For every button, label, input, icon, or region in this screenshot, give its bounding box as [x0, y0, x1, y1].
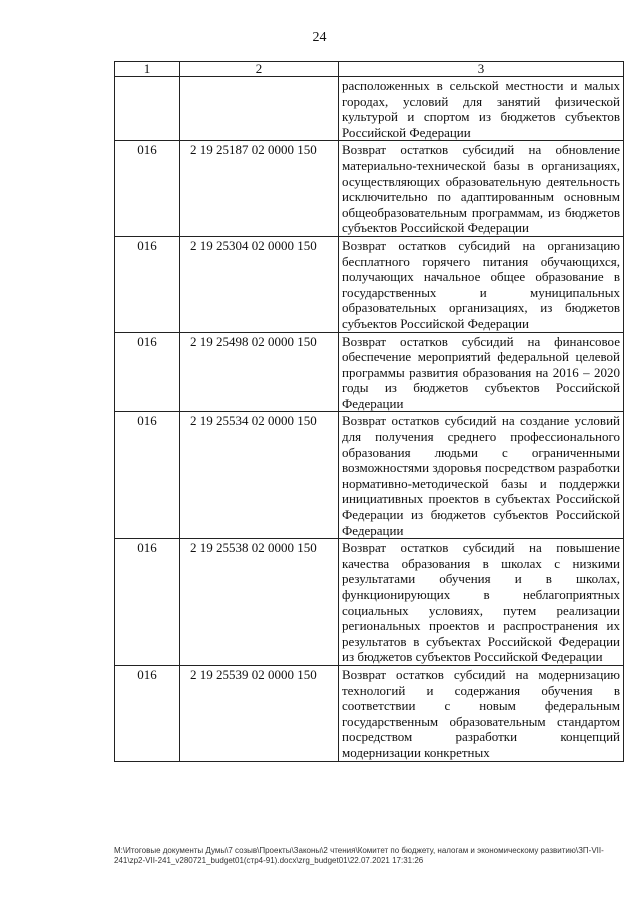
table-row: [115, 332, 624, 412]
column-header-3: 3: [339, 62, 624, 77]
table-row: [115, 236, 624, 332]
table-row: [115, 77, 624, 141]
admin-code-cell: 016: [115, 539, 180, 666]
description-cell: Возврат остатков субсидий на повышение качества образования в школах с низкими результатами обучения и в школах, функционирующих в неблагоприятных социальных условиях, путем реализации региональных проектов и распространения их результатов в субъектах Российской Федерации из бюджетов субъектов Российской Федерации: [339, 539, 624, 666]
budget-code-cell: 2 19 25498 02 0000 150: [180, 332, 339, 412]
page-number: 24: [312, 30, 327, 45]
document-file-path: M:\Итоговые документы Думы\7 созыв\Проекты\Законы\2 чтения\Комитет по бюджету, налогам и экономическому развитию\ЗП-VII-241\zp2-VII-241_v280721_budget01(стр4-91).docx\zrg_budget01\22.07.2021 17:31:26: [114, 846, 604, 865]
table-row: [115, 539, 624, 666]
description-cell: Возврат остатков субсидий на создание условий для получения среднего профессионального образования людьми с ограниченными возможностями здоровья посредством разработки нормативно-методической базы и поддержки инициативных проектов в субъектах Российской Федерации из бюджетов субъектов Российской Федерации: [339, 412, 624, 539]
description-cell: расположенных в сельской местности и малых городах, условий для занятий физической культурой и спортом из бюджетов субъектов Российской Федерации: [339, 77, 624, 141]
budget-code-cell: 2 19 25304 02 0000 150: [180, 236, 339, 332]
budget-code-cell: 2 19 25538 02 0000 150: [180, 539, 339, 666]
description-cell: Возврат остатков субсидий на модернизацию технологий и содержания обучения в соответствии с новым федеральным государственным образовательным стандартом посредством разработки концепций модернизации конкретных: [339, 665, 624, 761]
column-header-2: 2: [180, 62, 339, 77]
budget-code-cell: 2 19 25187 02 0000 150: [180, 141, 339, 237]
admin-code-cell: 016: [115, 141, 180, 237]
admin-code-cell: 016: [115, 332, 180, 412]
table-row: [115, 141, 624, 237]
admin-code-cell: [115, 77, 180, 141]
budget-code-cell: [180, 77, 339, 141]
column-header-1: 1: [115, 62, 180, 77]
admin-code-cell: 016: [115, 665, 180, 761]
budget-code-cell: 2 19 25534 02 0000 150: [180, 412, 339, 539]
table-row: [115, 665, 624, 761]
description-cell: Возврат остатков субсидий на организацию бесплатного горячего питания обучающихся, получающих начальное общее образование в государственных и муниципальных образовательных организациях, из бюджетов субъектов Российской Федерации: [339, 236, 624, 332]
table-header-row: [115, 62, 624, 77]
table-row: [115, 412, 624, 539]
description-cell: Возврат остатков субсидий на финансовое обеспечение мероприятий федеральной целевой программы развития образования на 2016 – 2020 годы из бюджетов субъектов Российской Федерации: [339, 332, 624, 412]
description-cell: Возврат остатков субсидий на обновление материально-технической базы в организациях, осуществляющих образовательную деятельность исключительно по адаптированным основным общеобразовательным программам, из бюджетов субъектов Российской Федерации: [339, 141, 624, 237]
budget-classification-table: [114, 61, 624, 762]
budget-code-cell: 2 19 25539 02 0000 150: [180, 665, 339, 761]
admin-code-cell: 016: [115, 412, 180, 539]
admin-code-cell: 016: [115, 236, 180, 332]
